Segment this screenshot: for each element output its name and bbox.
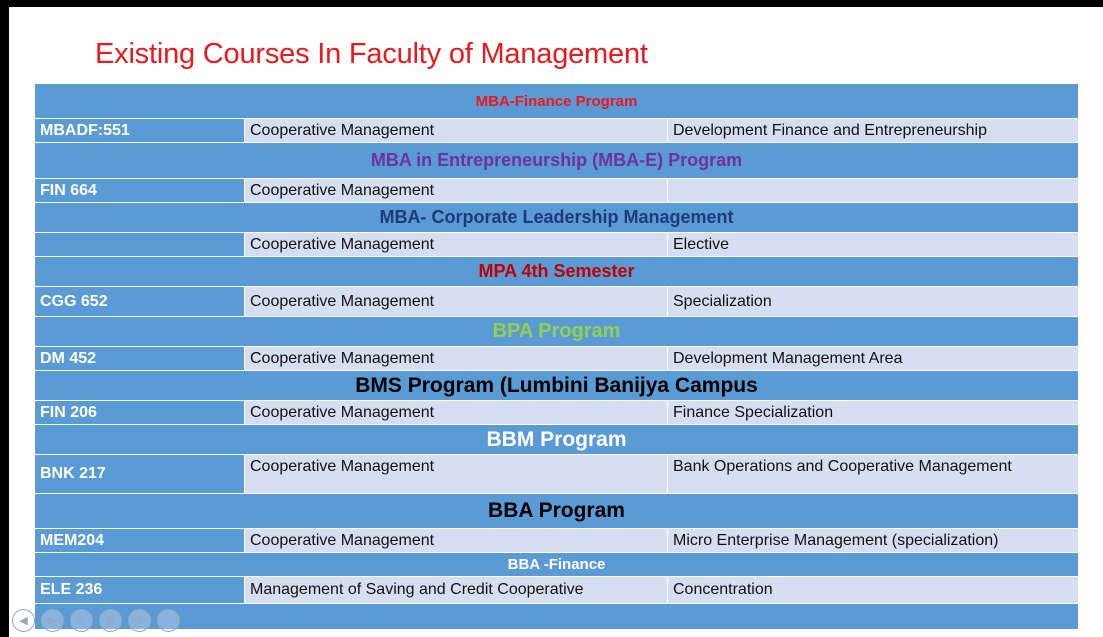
next-icon[interactable]: ▶ xyxy=(41,609,64,632)
table-row xyxy=(35,455,1079,494)
program-header-bms: BMS Program (Lumbini Banijya Campus xyxy=(35,371,1079,401)
table-footer-band xyxy=(35,604,1079,630)
course-code: MEM204 xyxy=(35,529,245,553)
course-name: Cooperative Management xyxy=(245,347,668,371)
course-note: Development Management Area xyxy=(668,347,1079,371)
course-name: Cooperative Management xyxy=(245,119,668,143)
table-footer-row xyxy=(35,604,1079,630)
program-header-bba: BBA Program xyxy=(35,494,1079,529)
program-header-row xyxy=(35,553,1079,577)
table-row xyxy=(35,119,1079,143)
program-header-row xyxy=(35,371,1079,401)
course-code: MBADF:551 xyxy=(35,119,245,143)
zoom-icon[interactable]: ⚲ xyxy=(128,609,151,632)
course-note: Elective xyxy=(668,233,1079,257)
program-header-row xyxy=(35,494,1079,529)
table-row xyxy=(35,233,1079,257)
course-code: ELE 236 xyxy=(35,577,245,604)
course-note: Development Finance and Entrepreneurship xyxy=(668,119,1079,143)
program-header-row xyxy=(35,143,1079,179)
program-header-row xyxy=(35,203,1079,233)
more-icon[interactable]: ⋯ xyxy=(157,609,180,632)
course-code: DM 452 xyxy=(35,347,245,371)
program-header-bba-finance: BBA -Finance xyxy=(35,553,1079,577)
course-name: Cooperative Management xyxy=(245,401,668,425)
program-header-corporate: MBA- Corporate Leadership Management xyxy=(35,203,1079,233)
table-row xyxy=(35,347,1079,371)
pen-icon[interactable]: ✎ xyxy=(70,609,93,632)
course-code: BNK 217 xyxy=(35,455,245,494)
course-note xyxy=(668,179,1079,203)
course-name: Management of Saving and Credit Cooperative xyxy=(245,577,668,604)
program-header-row xyxy=(35,257,1079,287)
courses-table xyxy=(34,83,1079,630)
program-header-mba-e: MBA in Entrepreneurship (MBA-E) Program xyxy=(35,143,1079,179)
slide-title: Existing Courses In Faculty of Management xyxy=(95,38,648,70)
course-code xyxy=(35,233,245,257)
program-header-mpa: MPA 4th Semester xyxy=(35,257,1079,287)
program-header-row xyxy=(35,425,1079,455)
course-note: Concentration xyxy=(668,577,1079,604)
slide xyxy=(9,7,1103,637)
table-row xyxy=(35,577,1079,604)
program-header-mba-finance: MBA-Finance Program xyxy=(35,84,1079,119)
course-name: Cooperative Management xyxy=(245,287,668,317)
table-row xyxy=(35,529,1079,553)
course-note: Micro Enterprise Management (specialization) xyxy=(668,529,1079,553)
course-name: Cooperative Management xyxy=(245,179,668,203)
course-name: Cooperative Management xyxy=(245,529,668,553)
program-header-row xyxy=(35,84,1079,119)
table-row xyxy=(35,401,1079,425)
table-row xyxy=(35,287,1079,317)
program-header-bbm: BBM Program xyxy=(35,425,1079,455)
program-header-bpa: BPA Program xyxy=(35,317,1079,347)
course-code: CGG 652 xyxy=(35,287,245,317)
course-note: Specialization xyxy=(668,287,1079,317)
previous-icon[interactable]: ◀ xyxy=(12,609,35,632)
course-code: FIN 206 xyxy=(35,401,245,425)
course-note: Bank Operations and Cooperative Management xyxy=(668,455,1079,494)
course-name: Cooperative Management xyxy=(245,233,668,257)
slides-icon[interactable]: ▦ xyxy=(99,609,122,632)
slideshow-controls xyxy=(12,609,180,632)
course-name: Cooperative Management xyxy=(245,455,668,494)
program-header-row xyxy=(35,317,1079,347)
course-note: Finance Specialization xyxy=(668,401,1079,425)
table-row xyxy=(35,179,1079,203)
course-code: FIN 664 xyxy=(35,179,245,203)
